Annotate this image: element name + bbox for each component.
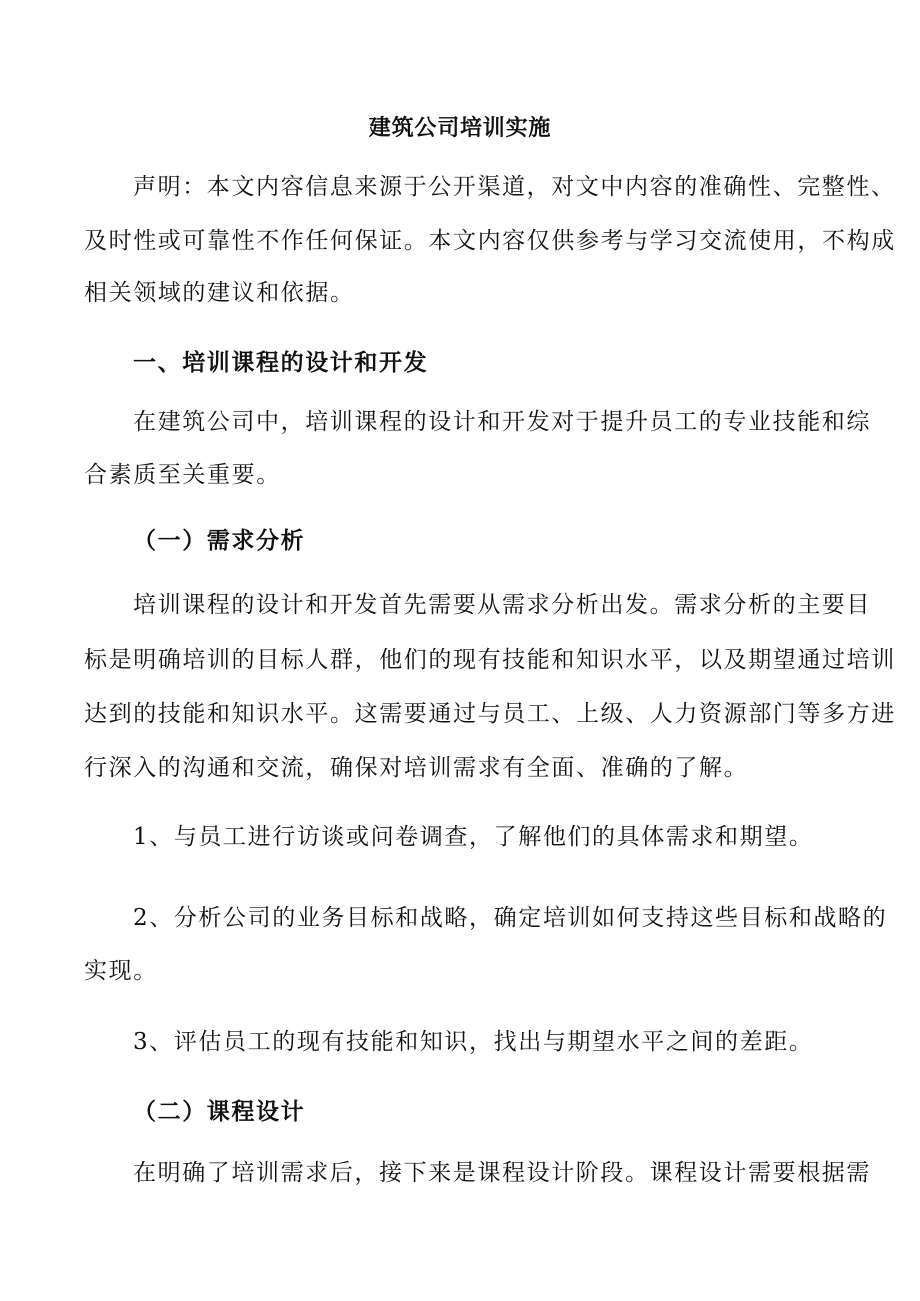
disclaimer-line: 相关领域的建议和依据。	[84, 280, 355, 306]
paragraph-line: 在明确了培训需求后，接下来是课程设计阶段。课程设计需要根据需	[133, 1160, 871, 1186]
subsection-heading: （二）课程设计	[133, 1098, 306, 1125]
list-item-line: 2、分析公司的业务目标和战略，确定培训如何支持这些目标和战略的	[133, 905, 888, 931]
paragraph-line: 培训课程的设计和开发首先需要从需求分析出发。需求分析的主要目	[133, 592, 871, 618]
paragraph-line: 合素质至关重要。	[84, 462, 281, 488]
list-item-line: 实现。	[84, 958, 158, 984]
paragraph-line: 行深入的沟通和交流，确保对培训需求有全面、准确的了解。	[84, 755, 749, 781]
paragraph-line: 在建筑公司中，培训课程的设计和开发对于提升员工的专业技能和综	[133, 409, 871, 435]
section-heading: 一、培训课程的设计和开发	[133, 349, 429, 376]
document-title: 建筑公司培训实施	[368, 115, 552, 141]
paragraph-line: 标是明确培训的目标人群，他们的现有技能和知识水平，以及期望通过培训	[84, 647, 896, 673]
paragraph-line: 达到的技能和知识水平。这需要通过与员工、上级、人力资源部门等多方进	[84, 701, 896, 727]
disclaimer-line: 及时性或可靠性不作任何保证。本文内容仅供参考与学习交流使用，不构成	[84, 228, 896, 254]
list-item: 1、与员工进行访谈或问卷调查，了解他们的具体需求和期望。	[133, 824, 814, 850]
list-item: 3、评估员工的现有技能和知识，找出与期望水平之间的差距。	[133, 1029, 814, 1055]
subsection-heading: （一）需求分析	[133, 527, 306, 554]
disclaimer-line: 声明：本文内容信息来源于公开渠道，对文中内容的准确性、完整性、	[133, 174, 896, 200]
